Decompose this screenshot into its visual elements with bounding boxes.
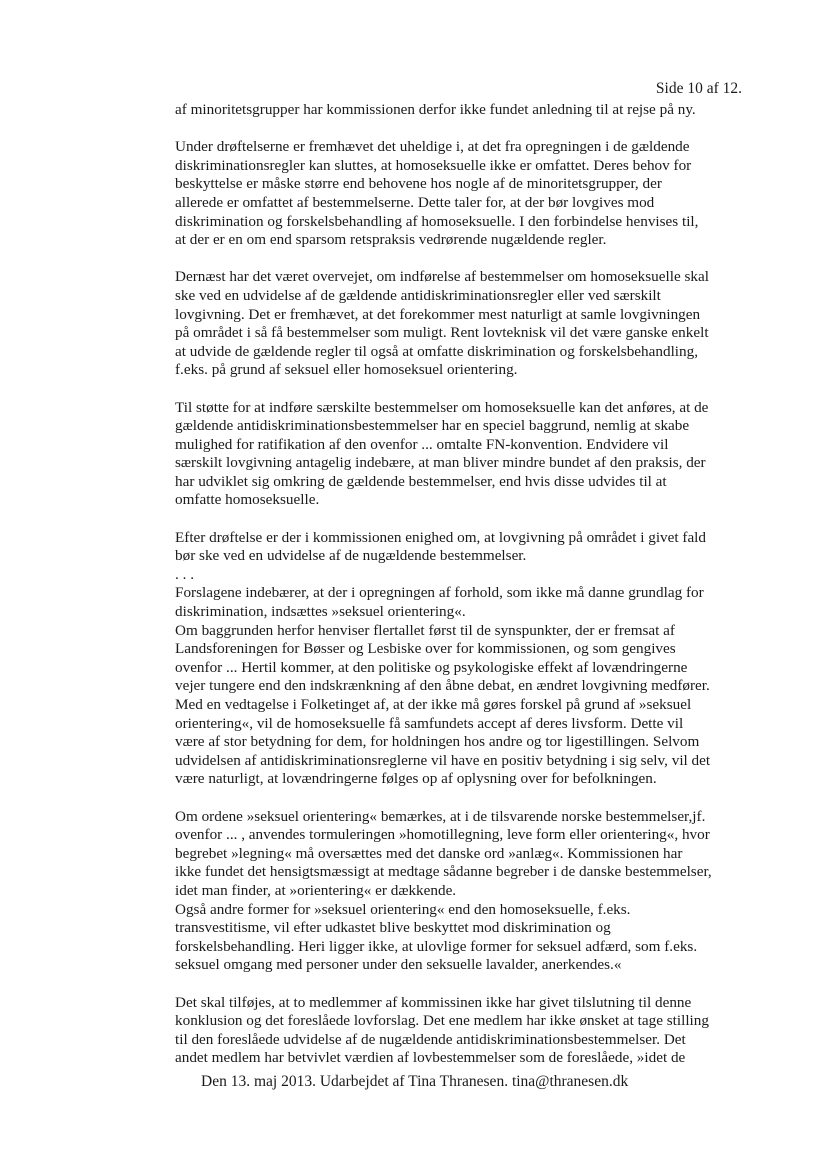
text-line: være af stor betydning for dem, for holdningen hos andre og tor ligestillingen. Selvom [175,733,700,751]
text-line: Dernæst har det været overvejet, om indførelse af bestemmelser om homoseksuelle skal [175,268,709,286]
paragraph-gap [175,380,750,399]
text-line: orientering«, vil de homoseksuelle få samfundets accept af deres livsform. Dette vil [175,714,684,732]
paragraph-gap [175,510,750,529]
paragraph-gap [175,120,750,139]
text-line: Om baggrunden herfor henviser flertallet først til de synspunkter, der er fremsat af [175,621,675,639]
text-line: ovenfor ... Hertil kommer, at den politiske og psykologiske effekt af lovændringerne [175,658,688,676]
text-line: idet man finder, at »orientering« er dækkende. [175,881,457,899]
text-line: til den foreslåede udvidelse af de nugældende antidiskriminationsbestemmelser. Det [175,1030,686,1048]
text-line: har udviklet sig omkring de gældende bestemmelser, end hvis disse udvides til at [175,472,667,490]
text-line: Med en vedtagelse i Folketinget af, at der ikke må gøres forskel på grund af »seksuel [175,696,692,713]
text-line: Under drøftelserne er fremhævet det uheldige i, at det fra opregningen i de gældende [175,138,690,156]
paragraph-gap [175,789,750,808]
text-line: f.eks. på grund af seksuel eller homoseksuel orientering. [175,361,518,379]
text-line: seksuel omgang med personer under den seksuelle lavalder, anerkendes.« [175,956,622,974]
text-line: Også andre former for »seksuel orientering« end den homoseksuelle, f.eks. [175,900,631,918]
text-line: på området i så få bestemmelser som muligt. Rent lovteknisk vil det være ganske enkelt [175,324,709,342]
page-footer: Den 13. maj 2013. Udarbejdet af Tina Thranesen. tina@thranesen.dk [201,1073,629,1090]
text-line: at der er en om end sparsom retspraksis vedrørende nugældende regler. [175,231,607,249]
text-line: Landsforeningen for Bøsser og Lesbiske over for kommissionen, og som gengives [175,640,676,658]
text-line: at udvide de gældende regler til også at omfatte diskrimination og forskelsbehandling, [175,342,698,360]
page-number: Side 10 af 12. [655,80,742,97]
text-line: forskelsbehandling. Heri ligger ikke, at ulovlige former for seksuel adfærd, som f.eks. [175,937,698,955]
text-line: lovgivning. Det er fremhævet, at det forekommer mest naturligt at samle lovgivningen [175,305,701,323]
paragraph [175,268,750,380]
paragraph [175,101,750,120]
text-line: beskyttelse er måske større end behovene hos nogle af de minoritetsgrupper, der [175,175,662,193]
text-line: diskriminationsregler kan sluttes, at homoseksuelle ikke er omfattet. Deres behov for [175,156,692,174]
text-line: af minoritetsgrupper har kommissionen derfor ikke fundet anledning til at rejse på ny. [175,101,696,118]
text-line: andet medlem har betvivlet værdien af lovbestemmelser som de foreslåede, »idet de [175,1049,686,1067]
text-line: omfatte homoseksuelle. [175,491,320,509]
text-line: mulighed for ratifikation af den ovenfor ... omtalte FN-konvention. Endvidere vil [175,435,669,453]
text-line: allerede er omfattet af bestemmelserne. Dette taler for, at der bør lovgives mod [175,193,655,211]
text-line: Det skal tilføjes, at to medlemmer af kommissinen ikke har givet tilslutning til denne [175,993,692,1011]
text-line: begrebet »legning« må oversættes med det danske ord »anlæg«. Kommissionen har [175,844,683,862]
text-line: transvestitisme, vil efter udkastet blive beskyttet mod diskrimination og [175,919,611,937]
text-line: udvidelsen af antidiskriminationsreglerne vil have en positiv betydning i sig selv, vil det [175,751,711,769]
paragraph [175,994,750,1068]
text-line: Forslagene indebærer, at der i opregningen af forhold, som ikke må danne grundlag for [175,584,704,602]
text-line: gældende antidiskriminationsbestemmelser har en speciel baggrund, nemlig at skabe [175,417,690,435]
text-line: Til støtte for at indføre særskilte bestemmelser om homoseksuelle kan det anføres, at de [175,398,709,416]
text-line: være naturligt, at lovændringerne følges op af oplysning over for befolkningen. [175,770,657,788]
text-line: ske ved en udvidelse af de gældende antidiskriminationsregler eller ved særskilt [175,286,661,304]
text-line: konklusion og det foreslåede lovforslag. Det ene medlem har ikke ønsket at tage stilling [175,1012,709,1030]
text-line: diskrimination og forskelsbehandling af homoseksuelle. I den forbindelse henvises til, [175,212,699,230]
text-line: Om ordene »seksuel orientering« bemærkes, at i de tilsvarende norske bestemmelser,jf. [175,807,706,825]
paragraph-gap [175,250,750,269]
text-line: bør ske ved en udvidelse af de nugældende bestemmelser. [175,547,527,565]
document-body [175,101,750,1068]
paragraph [175,529,750,789]
text-line: ikke fundet det hensigtsmæssigt at medtage sådanne begreber i de danske bestemmelser, [175,863,712,881]
text-line: vejer tungere end den indskrænkning af den åbne debat, en ændret lovgivning medfører. [175,677,710,695]
text-line: diskrimination, indsættes »seksuel orientering«. [175,603,466,621]
text-line: ovenfor ... , anvendes tormuleringen »homotillegning, leve form eller orientering«, hvor [175,826,710,844]
text-line: Efter drøftelse er der i kommissionen enighed om, at lovgivning på området i givet fald [175,528,706,546]
text-line: . . . [175,565,194,583]
paragraph-gap [175,975,750,994]
paragraph [175,399,750,511]
text-line: særskilt lovgivning antagelig indebære, at man bliver mindre bundet af den praksis, der [175,454,706,472]
paragraph [175,138,750,250]
paragraph [175,808,750,975]
